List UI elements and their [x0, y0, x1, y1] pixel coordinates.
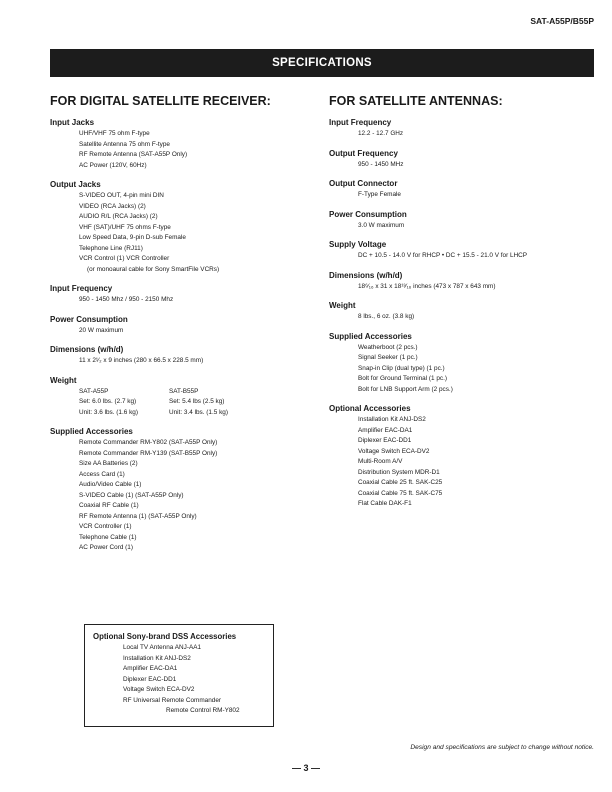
section-title: Weight: [329, 301, 356, 310]
antennas-heading: FOR SATELLITE ANTENNAS:: [329, 94, 503, 108]
antenna-weight-section: [329, 301, 594, 323]
spec-value: 12.2 - 12.7 GHz: [358, 130, 404, 137]
weight-row: [50, 397, 310, 408]
output-jacks-section: [50, 180, 310, 275]
list-item: RF Universal Remote Commander: [123, 696, 222, 704]
weight-row: [50, 408, 310, 419]
section-title: Supplied Accessories: [50, 427, 133, 436]
spec-value: 18⁶⁄₁₆ x 31 x 18¹³⁄₁₆ inches (473 x 787 x 643 mm): [358, 282, 496, 290]
section-title: Output Frequency: [329, 148, 398, 158]
list-item: RF Remote Antenna (1) (SAT-A55P Only): [79, 512, 197, 520]
list-item: Telephone Cable (1): [79, 533, 137, 541]
spec-value: 8 lbs., 6 oz. (3.8 kg): [358, 313, 415, 320]
optional-dss-accessories-box: [84, 624, 274, 727]
list-item: Audio/Video Cable (1): [79, 481, 142, 488]
list-item: Diplexer EAC-DD1: [358, 437, 412, 444]
section-title: Optional Accessories: [329, 404, 411, 413]
list-item: AC Power (120V, 60Hz): [79, 161, 147, 169]
list-item: Coaxial Cable 75 ft. SAK-C75: [358, 489, 443, 497]
output-frequency-section: [329, 149, 594, 171]
receiver-column: [50, 94, 310, 563]
list-item: Coaxial Cable 25 ft. SAK-C25: [358, 479, 443, 486]
spec-value: F-Type Female: [358, 191, 401, 198]
list-item: Installation Kit ANJ-DS2: [358, 416, 426, 423]
optional-accessories-section: [329, 404, 594, 510]
list-sub-item: (or monoaural cable for Sony SmartFile VCRs): [87, 265, 220, 273]
list-item: RF Remote Antenna (SAT-A55P Only): [79, 151, 188, 158]
list-item: Amplifier EAC-DA1: [358, 426, 413, 434]
list-item: Amplifier EAC-DA1: [123, 665, 178, 672]
section-title: Output Connector: [329, 179, 398, 188]
list-item: Coaxial RF Cable (1): [79, 502, 139, 509]
disclaimer-note: Design and specifications are subject to change without notice.: [410, 744, 594, 751]
list-item: VIDEO (RCA Jacks) (2): [79, 202, 146, 210]
list-item: Signal Seeker (1 pc.): [358, 354, 418, 361]
list-item: VHF (SAT)/UHF 75 ohms F-type: [79, 223, 171, 231]
supply-voltage-section: [329, 240, 594, 262]
box-title: Optional Sony-brand DSS Accessories: [93, 632, 237, 641]
receiver-heading: FOR DIGITAL SATELLITE RECEIVER:: [50, 94, 271, 108]
antenna-power-section: [329, 210, 594, 232]
weight-model-b: SAT-B55P: [169, 387, 199, 395]
section-title: Input Jacks: [50, 118, 95, 127]
list-item: Multi-Room A/V: [358, 458, 403, 465]
list-item: Satellite Antenna 75 ohm F-type: [79, 140, 170, 148]
list-item: Flat Cable DAK-F1: [358, 500, 412, 507]
list-item: Local TV Antenna ANJ-AA1: [123, 644, 202, 651]
list-item: AUDIO R/L (RCA Jacks) (2): [79, 213, 158, 220]
list-item: Distribution System MDR-D1: [358, 468, 440, 476]
section-title: Dimensions (w/h/d): [329, 270, 403, 280]
supplied-accessories-section: [50, 427, 310, 554]
list-item: VCR Controller (1): [79, 523, 132, 530]
antenna-input-frequency-section: [329, 118, 594, 140]
antenna-dimensions-section: [329, 271, 594, 293]
section-title: Dimensions (w/h/d): [50, 345, 124, 354]
antenna-supplied-accessories-section: [329, 332, 594, 396]
list-sub-item: Remote Control RM-Y802: [166, 707, 240, 714]
section-title: Input Frequency: [50, 284, 113, 293]
list-item: Installation Kit ANJ-DS2: [123, 654, 191, 662]
input-jacks-section: [50, 118, 310, 171]
section-title: Supply Voltage: [329, 240, 387, 249]
weight-section: [50, 376, 310, 419]
spec-value: DC + 10.5 - 14.0 V for RHCP • DC + 15.5 - 21.0 V for LHCP: [358, 252, 528, 259]
list-item: Bolt for LNB Support Arm (2 pcs.): [358, 385, 453, 393]
section-title: Weight: [50, 375, 77, 385]
weight-unit-b: Unit: 3.4 lbs. (1.5 kg): [169, 408, 228, 416]
list-item: Telephone Line (RJ11): [79, 244, 143, 252]
list-item: Diplexer EAC-DD1: [123, 675, 177, 683]
list-item: Size AA Batteries (2): [79, 460, 138, 467]
antennas-column: [329, 94, 594, 519]
weight-set-b: Set: 5.4 lbs (2.5 kg): [169, 398, 225, 405]
list-item: Weatherboot (2 pcs.): [358, 343, 418, 351]
list-item: S-VIDEO Cable (1) (SAT-A55P Only): [79, 491, 184, 499]
list-item: Access Card (1): [79, 470, 125, 478]
list-item: AC Power Cord (1): [79, 544, 133, 551]
list-item: Voltage Switch ECA-DV2: [123, 686, 195, 693]
weight-set-a: Set: 6.0 lbs. (2.7 kg): [79, 398, 137, 405]
page-number: — 3 —: [291, 763, 320, 773]
list-item: Remote Commander RM-Y802 (SAT-A55P Only): [79, 439, 218, 446]
list-item: Low Speed Data, 9-pin D-sub Female: [79, 234, 186, 241]
dimensions-section: [50, 345, 310, 367]
list-item: Remote Commander RM-Y139 (SAT-B55P Only): [79, 449, 218, 457]
output-connector-section: [329, 179, 594, 201]
section-title: Input Frequency: [329, 118, 392, 127]
specifications-banner: SPECIFICATIONS: [50, 49, 594, 77]
list-item: Bolt for Ground Terminal (1 pc.): [358, 375, 448, 382]
spec-value: 20 W maximum: [79, 326, 124, 334]
spec-value: 950 - 1450 Mhz / 950 - 2150 Mhz: [79, 296, 174, 303]
input-frequency-section: [50, 284, 310, 306]
spec-value: 950 - 1450 MHz: [358, 160, 404, 168]
list-item: UHF/VHF 75 ohm F-type: [79, 130, 150, 137]
list-item: Snap-in Clip (dual type) (1 pc.): [358, 364, 445, 372]
spec-value: 3.0 W maximum: [358, 221, 405, 229]
list-item: S-VIDEO OUT, 4-pin mini DIN: [79, 192, 164, 199]
model-number: SAT-A55P/B55P: [530, 16, 594, 26]
section-title: Output Jacks: [50, 180, 101, 189]
weight-model-a: SAT-A55P: [79, 387, 109, 395]
power-section: [50, 315, 310, 337]
section-title: Supplied Accessories: [329, 331, 412, 341]
weight-unit-a: Unit: 3.6 lbs. (1.6 kg): [79, 408, 138, 416]
section-title: Power Consumption: [329, 209, 407, 219]
section-title: Power Consumption: [50, 314, 128, 324]
list-item: Voltage Switch ECA-DV2: [358, 447, 430, 455]
list-item: VCR Control (1) VCR Controller: [79, 255, 170, 262]
weight-row: [50, 387, 310, 398]
spec-value: 11 x 2¹⁄₂ x 9 inches (280 x 66.5 x 228.5 mm): [79, 357, 204, 364]
